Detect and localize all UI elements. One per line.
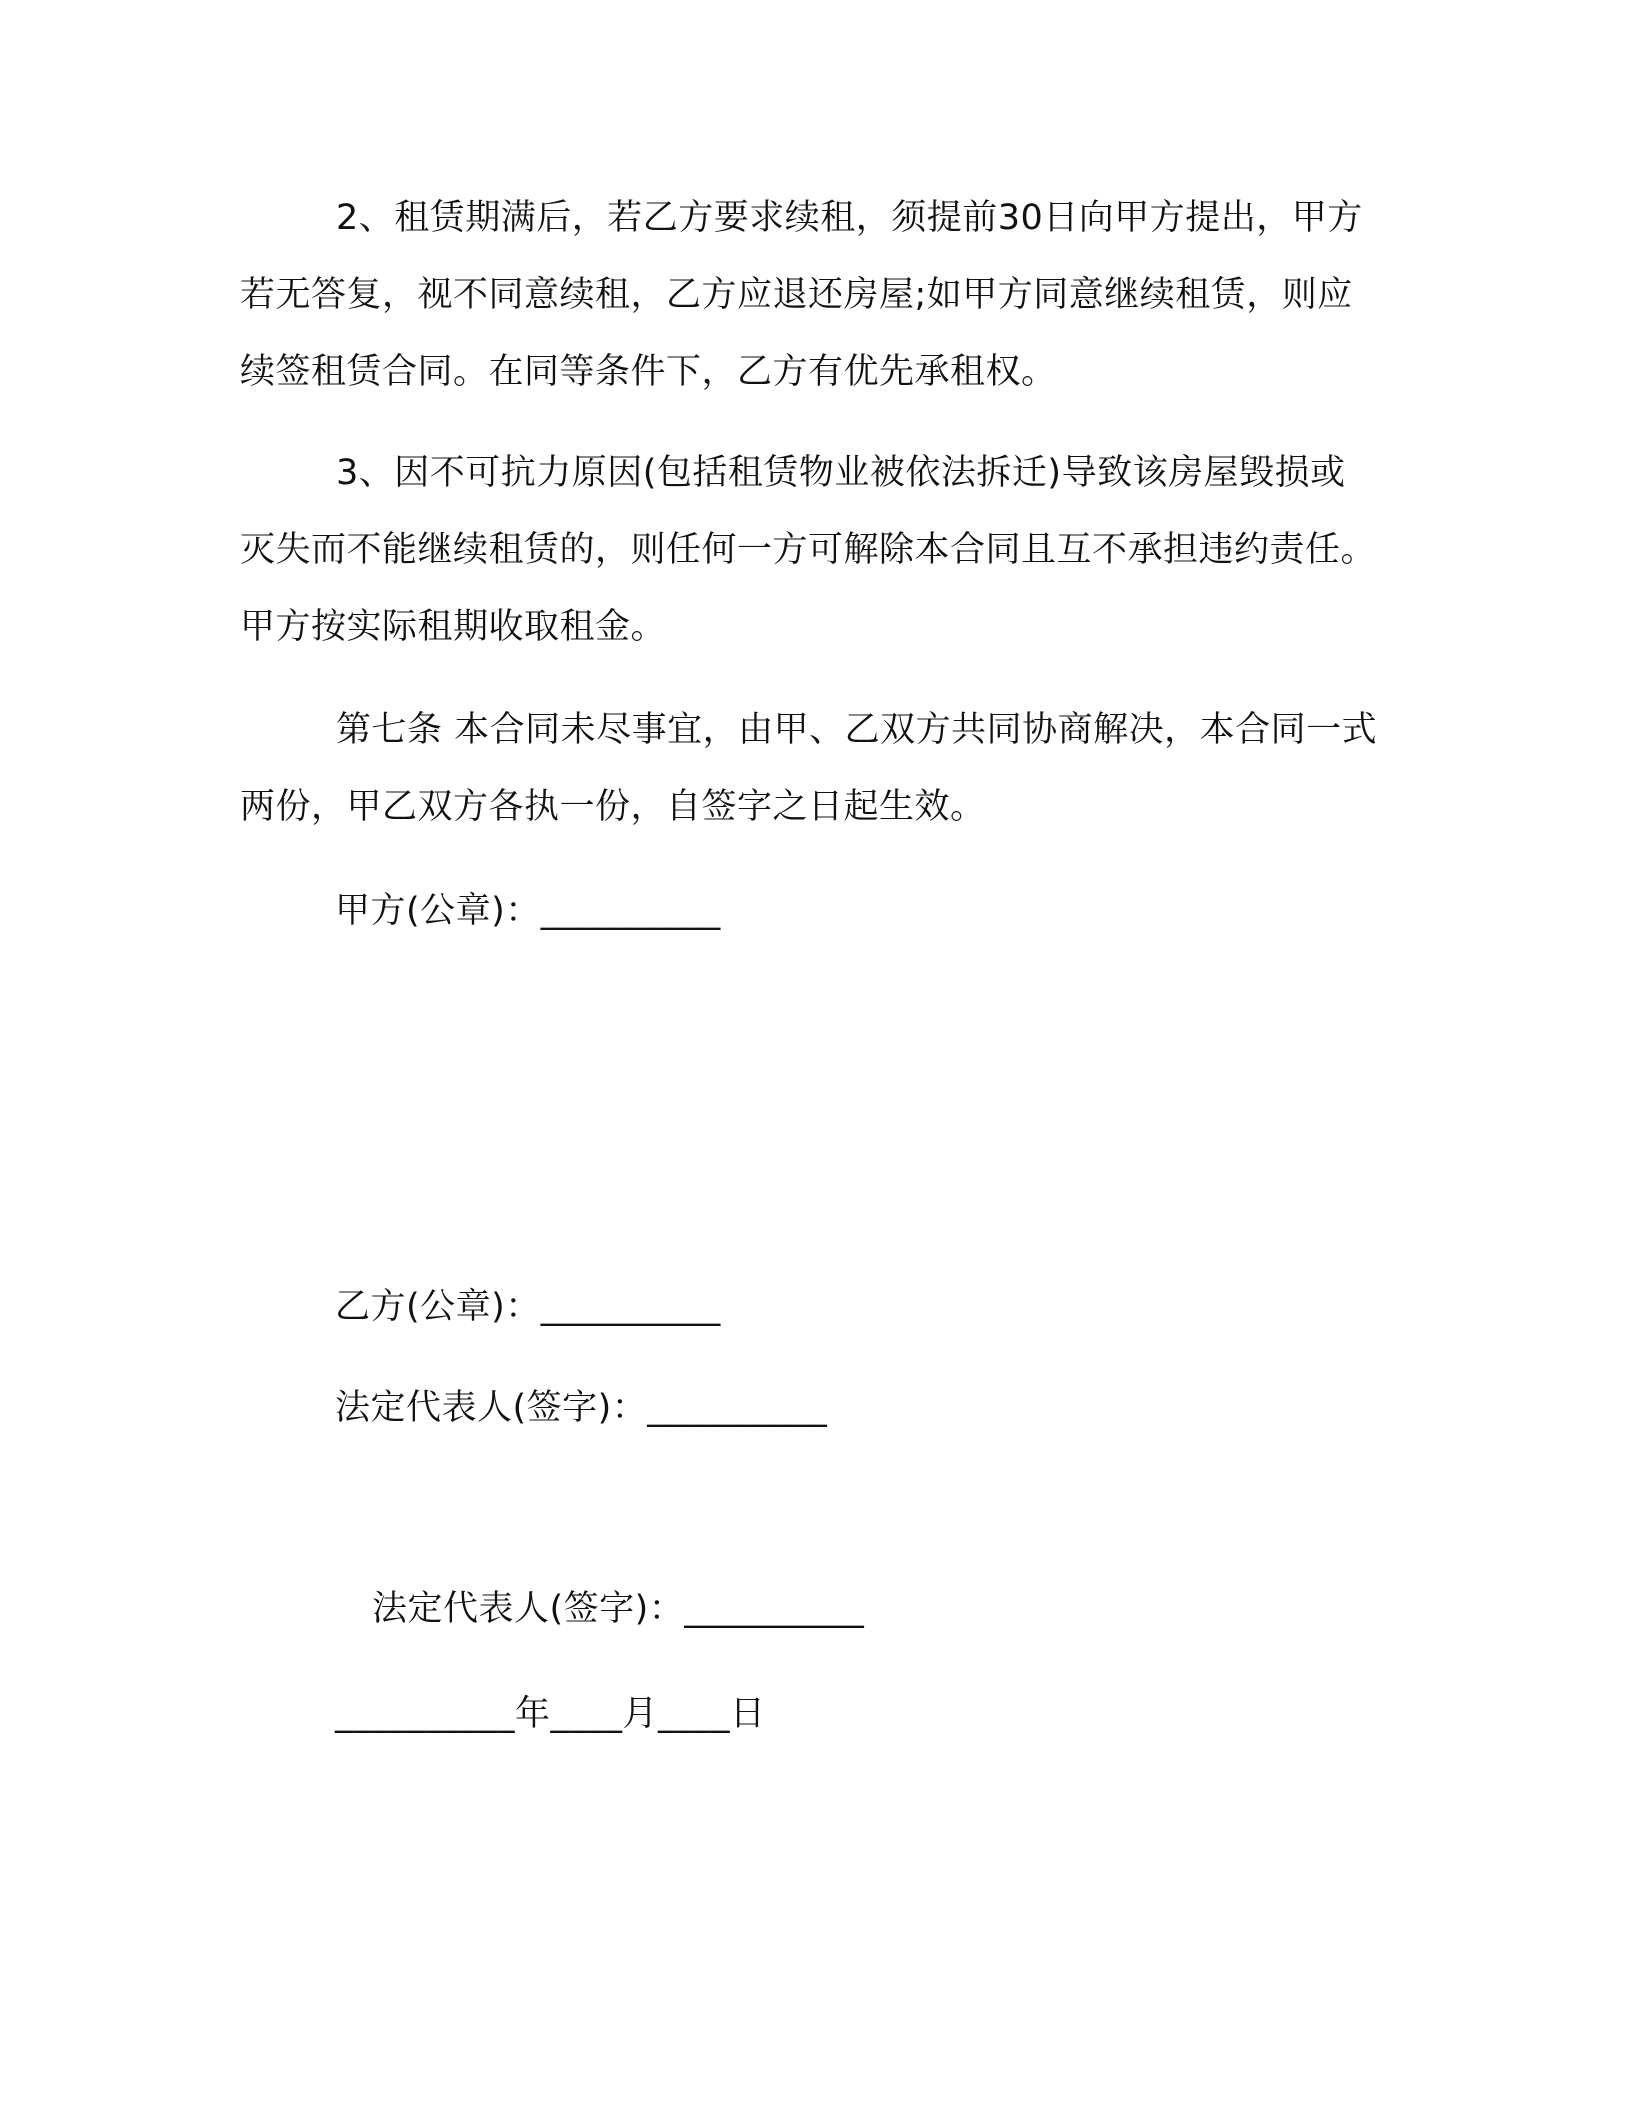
clause-renewal-paragraph: 2、租赁期满后，若乙方要求续租，须提前30日向甲方提出，甲方若无答复，视不同意续租，乙方应退还房屋;如甲方同意继续租赁，则应续签租赁合同。在同等条件下，乙方有优先承租权。 bbox=[240, 198, 1363, 392]
party-b-seal-line: 乙方(公章)：__________ bbox=[335, 1287, 721, 1327]
article-seven-paragraph: 第七条 本合同未尽事宜，由甲、乙双方共同协商解决，本合同一式两份，甲乙双方各执一份，自签字之日起生效。 bbox=[240, 710, 1378, 827]
clause-force-majeure-paragraph: 3、因不可抗力原因(包括租赁物业被依法拆迁)导致该房屋毁损或灭失而不能继续租赁的，则任何一方可解除本合同且互不承担违约责任。甲方按实际租期收取租金。 bbox=[240, 453, 1377, 647]
legal-representative-signature-line: 法定代表人(签字)：__________ bbox=[335, 1388, 828, 1428]
signing-date-line: __________年____月____日 bbox=[335, 1694, 766, 1734]
legal-representative-signature-line-2: 法定代表人(签字)：__________ bbox=[372, 1589, 865, 1629]
party-a-seal-line: 甲方(公章)：__________ bbox=[335, 891, 721, 931]
